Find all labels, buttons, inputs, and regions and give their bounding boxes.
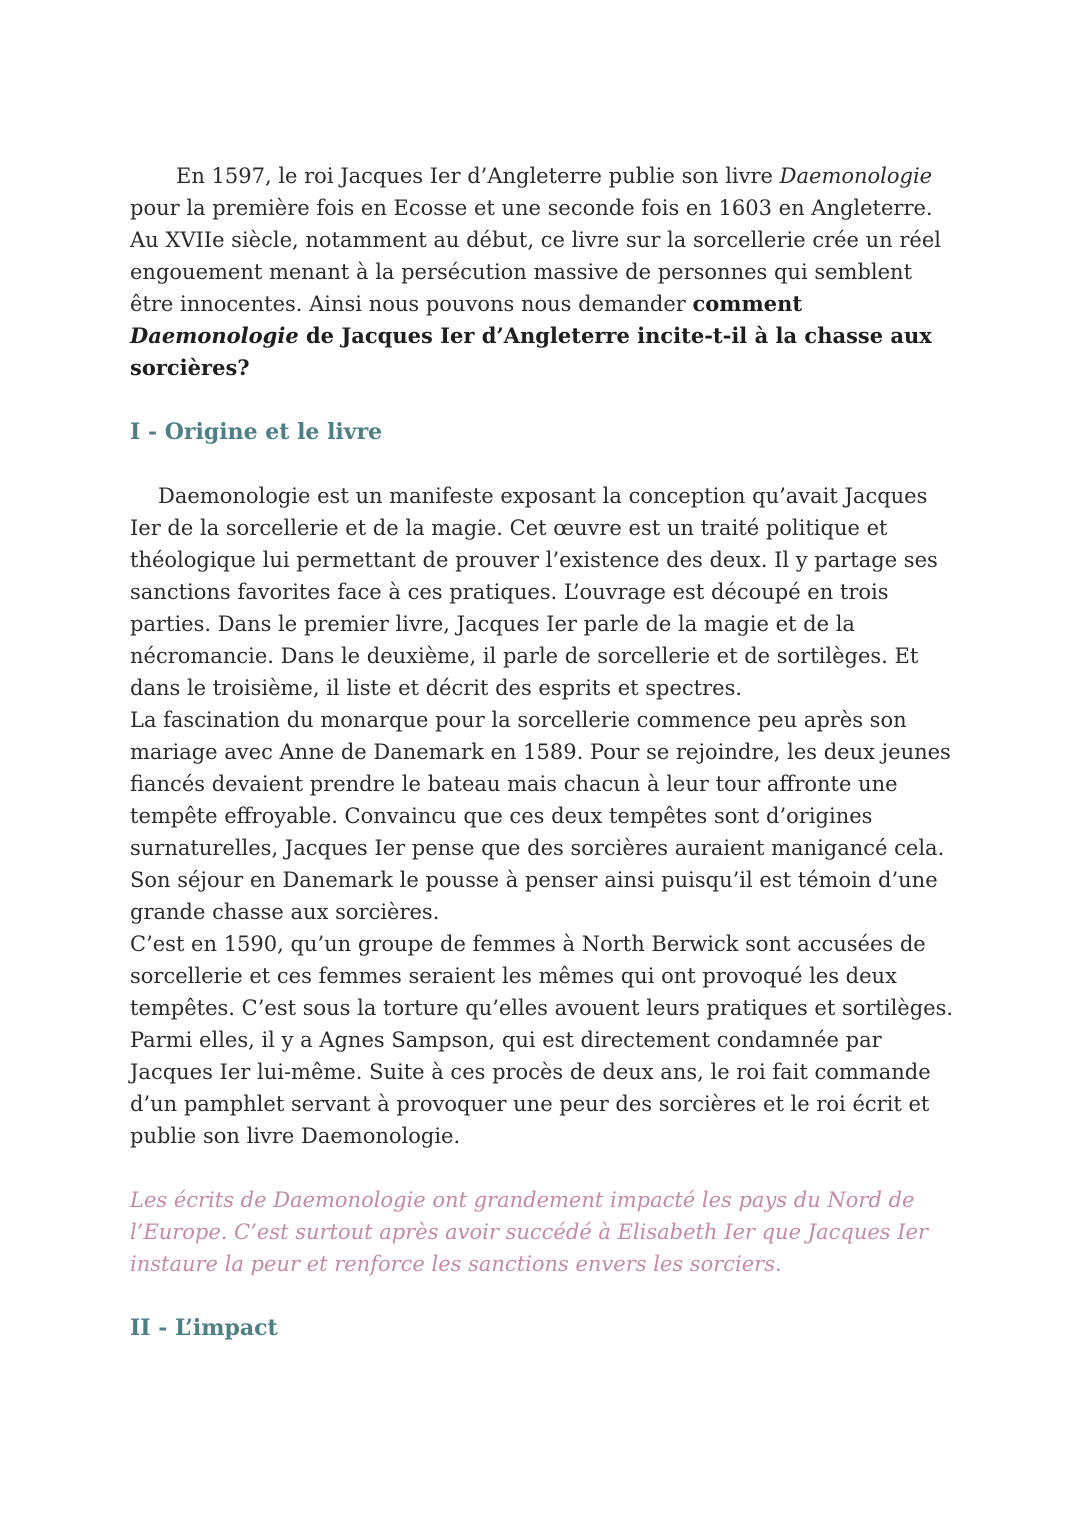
section-1-paragraph-3: C’est en 1590, qu’un groupe de femmes à North Berwick sont accusées de sorcellerie et ces femmes seraient les mêmes qui ont provoqué les deux tempêtes. C’est sous la torture qu’elles avouent leurs pratiques et sortilèges. Parmi elles, il y a Agnes Sampson, qui est directement condamnée par Jacques Ier lui-même. Suite à ces procès de deux ans, le roi fait commande d’un pamphlet servant à provoquer une peur des sorcières et le roi écrit et publie son livre Daemonologie.: [130, 932, 954, 1148]
document-page: [130, 160, 960, 1344]
spacer: [130, 1280, 960, 1312]
intro-text-2: pour la première fois en Ecosse et une seconde fois en 1603 en Angleterre. Au XVIIe siècle, notamment au début, ce livre sur la sorcellerie crée un réel engouement menant à la persécution massive de personnes qui semblent être innocentes. Ainsi nous pouvons nous demander: [130, 196, 941, 316]
section-1-paragraph-1: Daemonologie est un manifeste exposant la conception qu’avait Jacques Ier de la sorcellerie et de la magie. Cet œuvre est un traité politique et théologique lui permettant de prouver l’existence des deux. Il y partage ses sanctions favorites face à ces pratiques. L’ouvrage est découpé en trois parties. Dans le premier livre, Jacques Ier parle de la magie et de la nécromancie. Dans le deuxième, il parle de sorcellerie et de sortilèges. Et dans le troisième, il liste et décrit des esprits et spectres.: [130, 484, 938, 700]
spacer: [130, 1152, 960, 1184]
transition-note: Les écrits de Daemonologie ont grandement impacté les pays du Nord de l’Europe. C’est surtout après avoir succédé à Elisabeth Ier que Jacques Ier instaure la peur et renforce les sanctions envers les sorciers.: [130, 1188, 928, 1276]
question-text-2: de Jacques Ier d’Angleterre incite-t-il à la chasse aux sorcières?: [130, 323, 932, 380]
intro-book-title: Daemonologie: [779, 164, 933, 188]
question-text-1: comment: [692, 291, 803, 316]
section-1-heading: I - Origine et le livre: [130, 419, 383, 445]
intro-paragraph: [130, 160, 960, 384]
section-1-paragraph-2: La fascination du monarque pour la sorcellerie commence peu après son mariage avec Anne de Danemark en 1589. Pour se rejoindre, les deux jeunes fiancés devaient prendre le bateau mais chacun à leur tour affronte une tempête effroyable. Convaincu que ces deux tempêtes sont d’origines surnaturelles, Jacques Ier pense que des sorcières auraient manigancé cela. Son séjour en Danemark le pousse à penser ainsi puisqu’il est témoin d’une grande chasse aux sorcières.: [130, 708, 951, 924]
intro-text-1: En 1597, le roi Jacques Ier d’Angleterre publie son livre: [176, 164, 780, 188]
spacer: [130, 384, 960, 416]
spacer: [130, 448, 960, 480]
question-book-title: Daemonologie: [130, 323, 299, 348]
section-2-heading: II - L’impact: [130, 1315, 278, 1341]
